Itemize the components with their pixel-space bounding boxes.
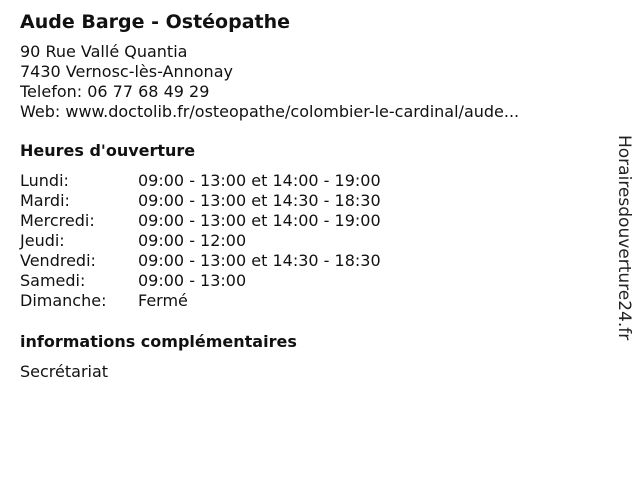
time-value: 09:00 - 13:00 et 14:00 - 19:00 [138,171,381,190]
hours-row-friday [20,251,600,271]
hours-row-monday [20,171,600,191]
hours-list [20,171,600,311]
day-label: Mardi: [20,191,70,210]
watermark-text: Horairesdouverture24.fr [614,135,634,341]
info-text: Secrétariat [20,362,109,381]
time-value: 09:00 - 13:00 et 14:00 - 19:00 [138,211,381,230]
site-watermark [612,135,636,345]
day-label: Samedi: [20,271,86,290]
day-label: Dimanche: [20,291,107,310]
hours-heading: Heures d'ouverture [20,141,196,160]
hours-row-sunday [20,291,600,311]
day-label: Vendredi: [20,251,96,270]
hours-row-tuesday [20,191,600,211]
website-link[interactable]: Web: www.doctolib.fr/osteopathe/colombier-le-cardinal/aude... [20,102,520,121]
day-label: Mercredi: [20,211,95,230]
business-title: Aude Barge - Ostéopathe [20,11,291,33]
phone-number: Telefon: 06 77 68 49 29 [20,82,210,101]
time-value: Fermé [138,291,188,310]
hours-row-wednesday [20,211,600,231]
address-street: 90 Rue Vallé Quantia [20,42,188,61]
time-value: 09:00 - 13:00 et 14:30 - 18:30 [138,251,381,270]
address-city: 7430 Vernosc-lès-Annonay [20,62,233,81]
day-label: Jeudi: [20,231,65,250]
hours-row-saturday [20,271,600,291]
business-card [20,10,600,382]
info-heading: informations complémentaires [20,332,297,351]
time-value: 09:00 - 13:00 et 14:30 - 18:30 [138,191,381,210]
time-value: 09:00 - 12:00 [138,231,247,250]
day-label: Lundi: [20,171,69,190]
time-value: 09:00 - 13:00 [138,271,247,290]
hours-row-thursday [20,231,600,251]
